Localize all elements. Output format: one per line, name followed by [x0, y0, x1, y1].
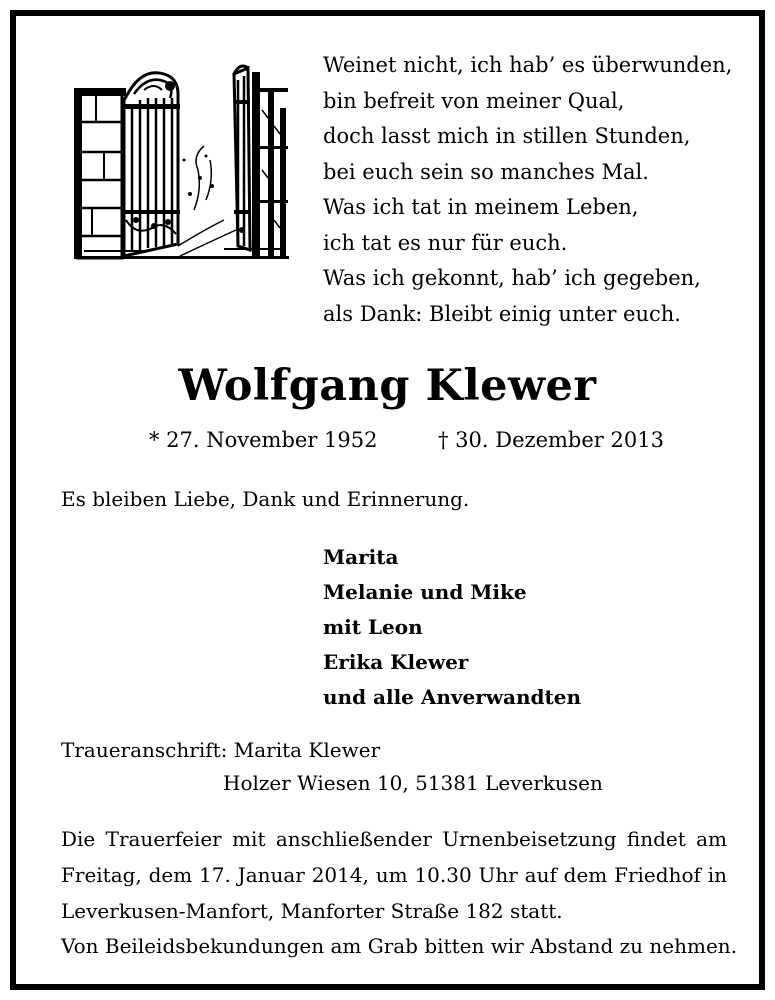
garden-gate-icon	[74, 60, 289, 268]
mourner-name: mit Leon	[323, 615, 423, 639]
poem-line: als Dank: Bleibt einig unter euch.	[323, 301, 681, 326]
mourning-address: Holzer Wiesen 10, 51381 Leverkusen	[223, 771, 603, 795]
poem-line: doch lasst mich in stillen Stunden,	[323, 124, 691, 148]
birth-date: * 27. November 1952	[149, 428, 378, 452]
poem-line: Weinet nicht, ich hab’ es überwunden,	[323, 53, 733, 77]
death-date: † 30. Dezember 2013	[438, 428, 664, 452]
poem-line: Was ich gekonnt, hab’ ich gegeben,	[323, 266, 701, 290]
mourner-name: und alle Anverwandten	[323, 685, 582, 709]
memorial-poem	[323, 48, 743, 332]
remembrance-line: Es bleiben Liebe, Dank und Erinnerung.	[61, 487, 470, 511]
poem-line: Was ich tat in meinem Leben,	[323, 195, 639, 219]
poem-line: bei euch sein so manches Mal.	[323, 159, 649, 184]
ceremony-details: Die Trauerfeier mit anschließender Urnenbeisetzung findet am Freitag, dem 17. Januar 2014, um 10.30 Uhr auf dem Friedhof in Leverkusen-Manfort, Manforter Straße 182 statt.	[61, 827, 727, 923]
mourners-list	[323, 540, 581, 715]
deceased-name: Wolfgang Klewer	[178, 361, 597, 411]
obituary-notice	[10, 10, 765, 990]
mourner-name: Erika Klewer	[323, 650, 469, 674]
condolence-note: Von Beileidsbekundungen am Grab bitten wir Abstand zu nehmen.	[61, 934, 738, 958]
poem-line: bin befreit von meiner Qual,	[323, 88, 625, 113]
mourning-address-label: Traueranschrift: Marita Klewer	[61, 738, 381, 762]
mourner-name: Melanie und Mike	[323, 580, 527, 604]
mourner-name: Marita	[323, 545, 399, 569]
poem-line: ich tat es nur für euch.	[323, 230, 568, 255]
